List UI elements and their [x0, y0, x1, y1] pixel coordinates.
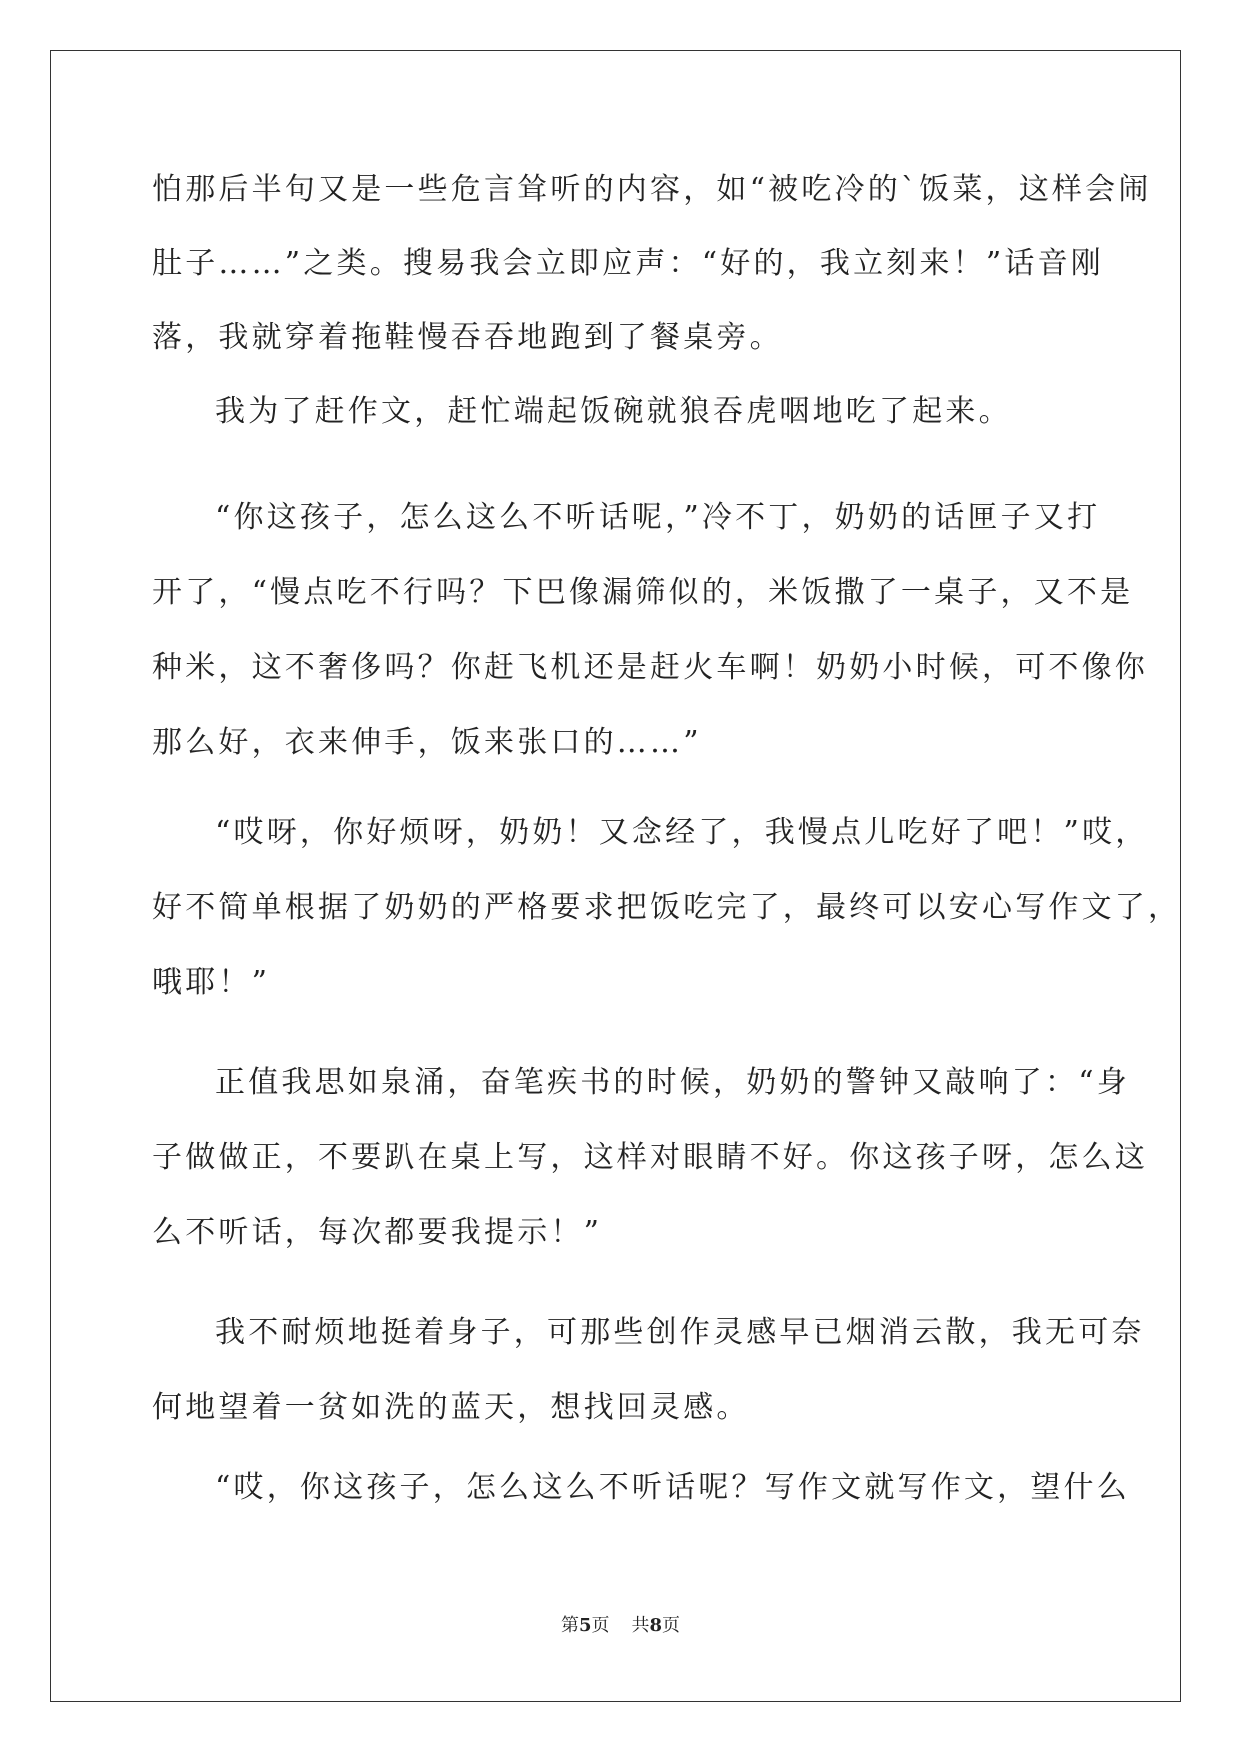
text-line: 开了，“慢点吃不行吗？下巴像漏筛似的，米饭撒了一桌子，又不是: [152, 575, 1134, 610]
total-pages-prefix: 共: [631, 1615, 650, 1636]
text-line: 何地望着一贫如洗的蓝天，想找回灵感。: [152, 1390, 750, 1425]
text-line: 哦耶！”: [152, 965, 271, 1000]
text-line: 种米，这不奢侈吗？你赶飞机还是赶火车啊！奶奶小时候，可不像你: [152, 650, 1148, 685]
text-line: 子做做正，不要趴在桌上写，这样对眼睛不好。你这孩子呀，怎么这: [152, 1140, 1148, 1175]
paragraph-start-line: 正值我思如泉涌，奋笔疾书的时候，奶奶的警钟又敲响了：“身: [215, 1065, 1130, 1100]
text-line: 肚子……”之类。搜易我会立即应声：“好的，我立刻来！”话音刚: [152, 246, 1105, 281]
text-line: 么不听话，每次都要我提示！”: [152, 1215, 603, 1250]
page-number-unit: 页: [591, 1615, 610, 1636]
paragraph-start-line: “哎，你这孩子，怎么这么不听话呢？写作文就写作文，望什么: [215, 1470, 1130, 1505]
total-pages-number: 8: [649, 1615, 663, 1636]
paragraph-start-line: 我不耐烦地挺着身子，可那些创作灵感早已烟消云散，我无可奈: [215, 1315, 1145, 1350]
paragraph-start-line: 我为了赶作文，赶忙端起饭碗就狼吞虎咽地吃了起来。: [215, 394, 1012, 429]
text-line: 落，我就穿着拖鞋慢吞吞地跑到了餐桌旁。: [152, 320, 783, 355]
page-border: [50, 50, 1181, 1702]
total-pages-unit: 页: [662, 1615, 681, 1636]
text-line: 好不简单根据了奶奶的严格要求把饭吃完了，最终可以安心写作文了，: [152, 890, 1182, 925]
paragraph-start-line: “你这孩子，怎么这么不听话呢，”冷不丁，奶奶的话匣子又打: [215, 500, 1101, 535]
current-page-number: 5: [578, 1615, 592, 1636]
paragraph-start-line: “哎呀，你好烦呀，奶奶！又念经了，我慢点儿吃好了吧！”哎，: [215, 815, 1149, 850]
text-line: 怕那后半句又是一些危言耸听的内容，如“被吃冷的`饭菜，这样会闹: [152, 172, 1152, 207]
text-line: 那么好，衣来伸手，饭来张口的……”: [152, 725, 702, 760]
page-footer: [0, 1614, 1241, 1638]
page-number-prefix: 第: [560, 1615, 579, 1636]
